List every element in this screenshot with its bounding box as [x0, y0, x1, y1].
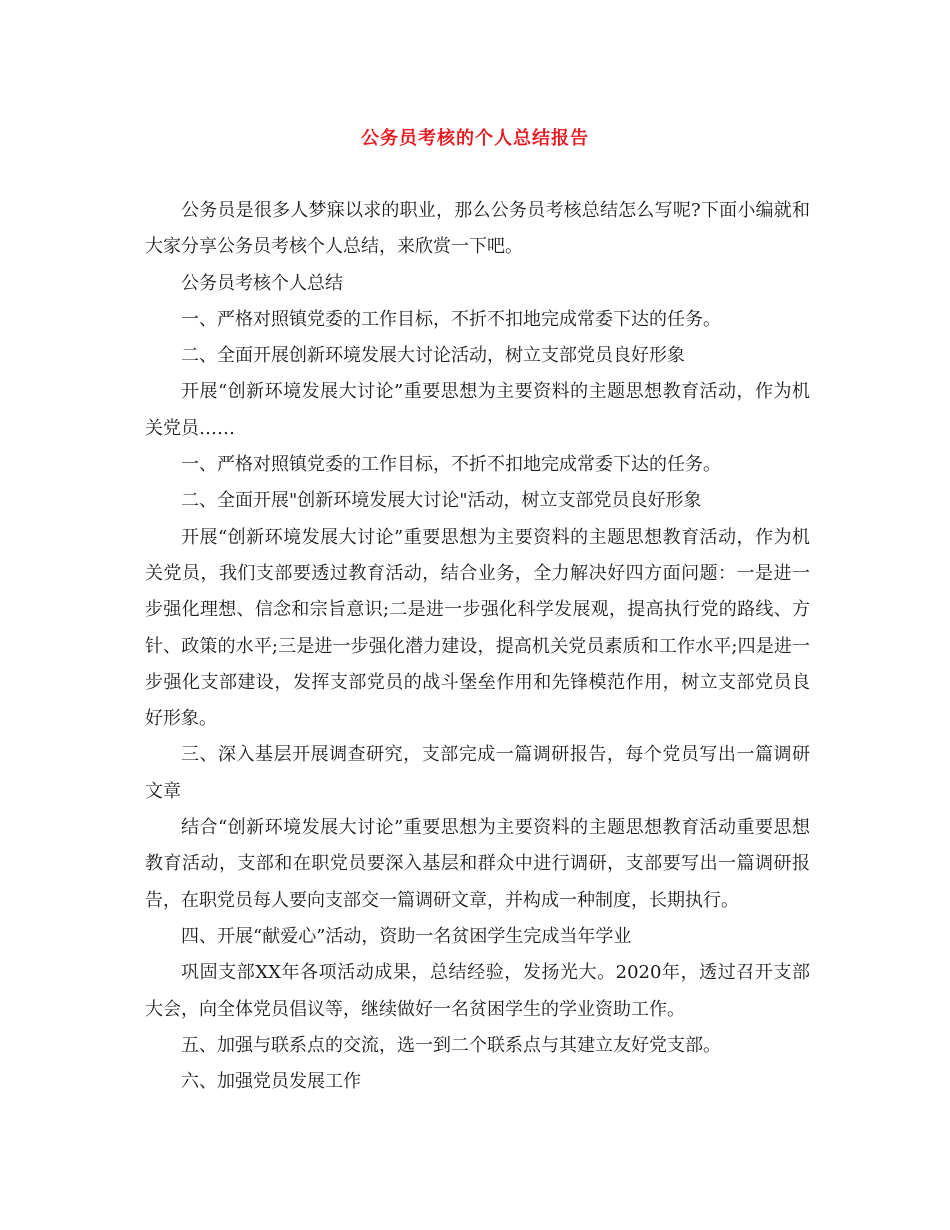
item-3-heading: 三、深入基层开展调查研究，支部完成一篇调研报告，每个党员写出一篇调研文章 [145, 744, 810, 802]
item-6-heading: 六、加强党员发展工作 [181, 1071, 361, 1093]
document-title: 公务员考核的个人总结报告 [361, 128, 589, 149]
item-1-heading: 一、严格对照镇党委的工作目标，不折不扣地完成常委下达的任务。 [181, 454, 721, 476]
item-2-body: 开展“创新环境发展大讨论”重要思想为主要资料的主题思想教育活动，作为机关党员，我们支部要透过教育活动，结合业务，全力解决好四方面问题：一是进一步强化理想、信念和宗旨意识;二是进一步强化科学发展观，提高执行党的路线、方针、政策的水平;三是进一步强化潜力建设，提高机关党员素质和工作水平;四是进一步强化支部建设，发挥支部党员的战斗堡垒作用和先锋模范作用，树立支部党员良好形象。 [145, 526, 810, 730]
item-2-excerpt: 开展“创新环境发展大讨论”重要思想为主要资料的主题思想教育活动，作为机关党员…… [145, 381, 810, 439]
item-2-summary: 二、全面开展创新环境发展大讨论活动，树立支部党员良好形象 [181, 345, 685, 367]
item-3-body: 结合“创新环境发展大讨论”重要思想为主要资料的主题思想教育活动重要思想教育活动，支部和在职党员要深入基层和群众中进行调研，支部要写出一篇调研报告，在职党员每人要向支部交一篇调研文章，并构成一种制度，长期执行。 [145, 817, 810, 911]
item-5-heading: 五、加强与联系点的交流，选一到二个联系点与其建立友好党支部。 [181, 1034, 721, 1056]
item-1-summary: 一、严格对照镇党委的工作目标，不折不扣地完成常委下达的任务。 [181, 308, 721, 330]
section-heading: 公务员考核个人总结 [181, 272, 343, 294]
document-body [145, 193, 810, 1100]
intro-paragraph: 公务员是很多人梦寐以求的职业，那么公务员考核总结怎么写呢?下面小编就和大家分享公务员考核个人总结，来欣赏一下吧。 [145, 200, 810, 258]
item-2-heading: 二、全面开展"创新环境发展大讨论"活动，树立支部党员良好形象 [181, 490, 702, 512]
item-4-heading: 四、开展“献爱心”活动，资助一名贫困学生完成当年学业 [181, 925, 632, 947]
item-4-body: 巩固支部XX年各项活动成果，总结经验，发扬光大。2020年，透过召开支部大会，向全体党员倡议等，继续做好一名贫困学生的学业资助工作。 [145, 962, 810, 1020]
